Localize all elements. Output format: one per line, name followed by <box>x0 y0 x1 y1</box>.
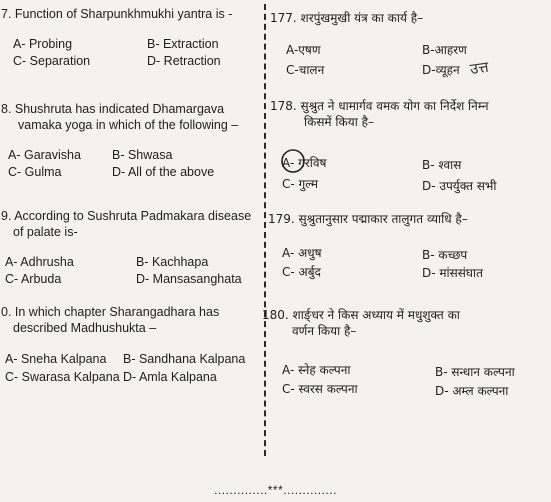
option-d: D-व्यूहन <box>422 63 460 77</box>
question-179-en <box>1 208 259 240</box>
option-b: B- सन्धान कल्पना <box>435 365 515 379</box>
question-text: 7. Function of Sharpunkhmukhi yantra is - <box>1 7 233 21</box>
option-a: A- अधुष <box>282 246 322 260</box>
option-a: A- Probing <box>13 37 73 51</box>
column-divider <box>264 4 266 456</box>
question-178-en <box>1 101 259 133</box>
option-a: A- गरविष <box>282 156 327 170</box>
question-text-line2: किसमें किया है– <box>304 115 375 129</box>
option-b: B- कच्छप <box>422 248 468 262</box>
question-177-en <box>1 6 259 22</box>
question-text: 177. शरपुंखमुखी यंत्र का कार्य है– <box>270 11 424 25</box>
answer-circle-mark <box>280 147 308 175</box>
question-text-line1: 178. सुश्रुत ने धामार्गव वमक योग का निर्देश निम्न <box>270 99 489 113</box>
handwritten-answer-mark: उत्त <box>468 57 490 79</box>
option-c: C- Swarasa Kalpana <box>5 370 120 384</box>
question-180-en <box>1 304 259 336</box>
question-text-line2: described Madhushukta – <box>13 321 157 335</box>
question-179-hi <box>268 211 548 227</box>
question-text-line1: 0. In which chapter Sharangadhara has <box>1 305 220 319</box>
option-c: C- स्वरस कल्पना <box>282 382 358 396</box>
option-c: C-चालन <box>286 63 325 77</box>
option-d: D- उपर्युक्त सभी <box>422 179 497 193</box>
option-b: B-आहरण <box>422 43 467 57</box>
question-text-line1: 180. शार्ङ्धर ने किस अध्याय में मधुशुक्त का <box>262 308 460 322</box>
question-180-hi <box>262 307 548 339</box>
option-a: A-एषण <box>286 43 321 57</box>
question-text-line1: 9. According to Sushruta Padmakara disease <box>1 209 252 223</box>
option-d: D- All of the above <box>112 165 215 179</box>
option-b: B- श्वास <box>422 158 462 172</box>
option-a: A- Garavisha <box>8 148 81 162</box>
option-d: D- अम्ल कल्पना <box>435 384 509 398</box>
option-c: C- अर्बुद <box>282 265 321 279</box>
option-d: D- मांससंघात <box>422 266 483 280</box>
option-b: B- Shwasa <box>112 148 173 162</box>
option-d: D- Mansasanghata <box>136 272 242 286</box>
option-a: A- स्नेह कल्पना <box>282 363 351 377</box>
option-c: C- Arbuda <box>5 272 62 286</box>
option-a: A- Sneha Kalpana <box>5 352 107 366</box>
question-178-hi <box>270 98 548 130</box>
option-b: B- Extraction <box>147 37 219 51</box>
option-c: C- Separation <box>13 54 91 68</box>
option-b: B- Sandhana Kalpana <box>123 352 246 366</box>
page-footer-separator: ..............***.............. <box>214 483 337 497</box>
option-b: B- Kachhapa <box>136 255 209 269</box>
option-d: D- Amla Kalpana <box>123 370 217 384</box>
question-text-line1: 8. Shushruta has indicated Dhamargava <box>1 102 225 116</box>
question-177-hi <box>270 10 548 26</box>
question-text-line2: वर्णन किया है– <box>292 324 357 338</box>
option-c: C- गुल्म <box>282 177 319 191</box>
question-text-line2: vamaka yoga in which of the following – <box>18 118 239 132</box>
question-text: 179. सुश्रुतानुसार पद्माकार तालुगत व्याधि है– <box>268 212 468 226</box>
question-text-line2: of palate is- <box>13 225 78 239</box>
option-c: C- Gulma <box>8 165 62 179</box>
option-d: D- Retraction <box>147 54 221 68</box>
option-a: A- Adhrusha <box>5 255 74 269</box>
